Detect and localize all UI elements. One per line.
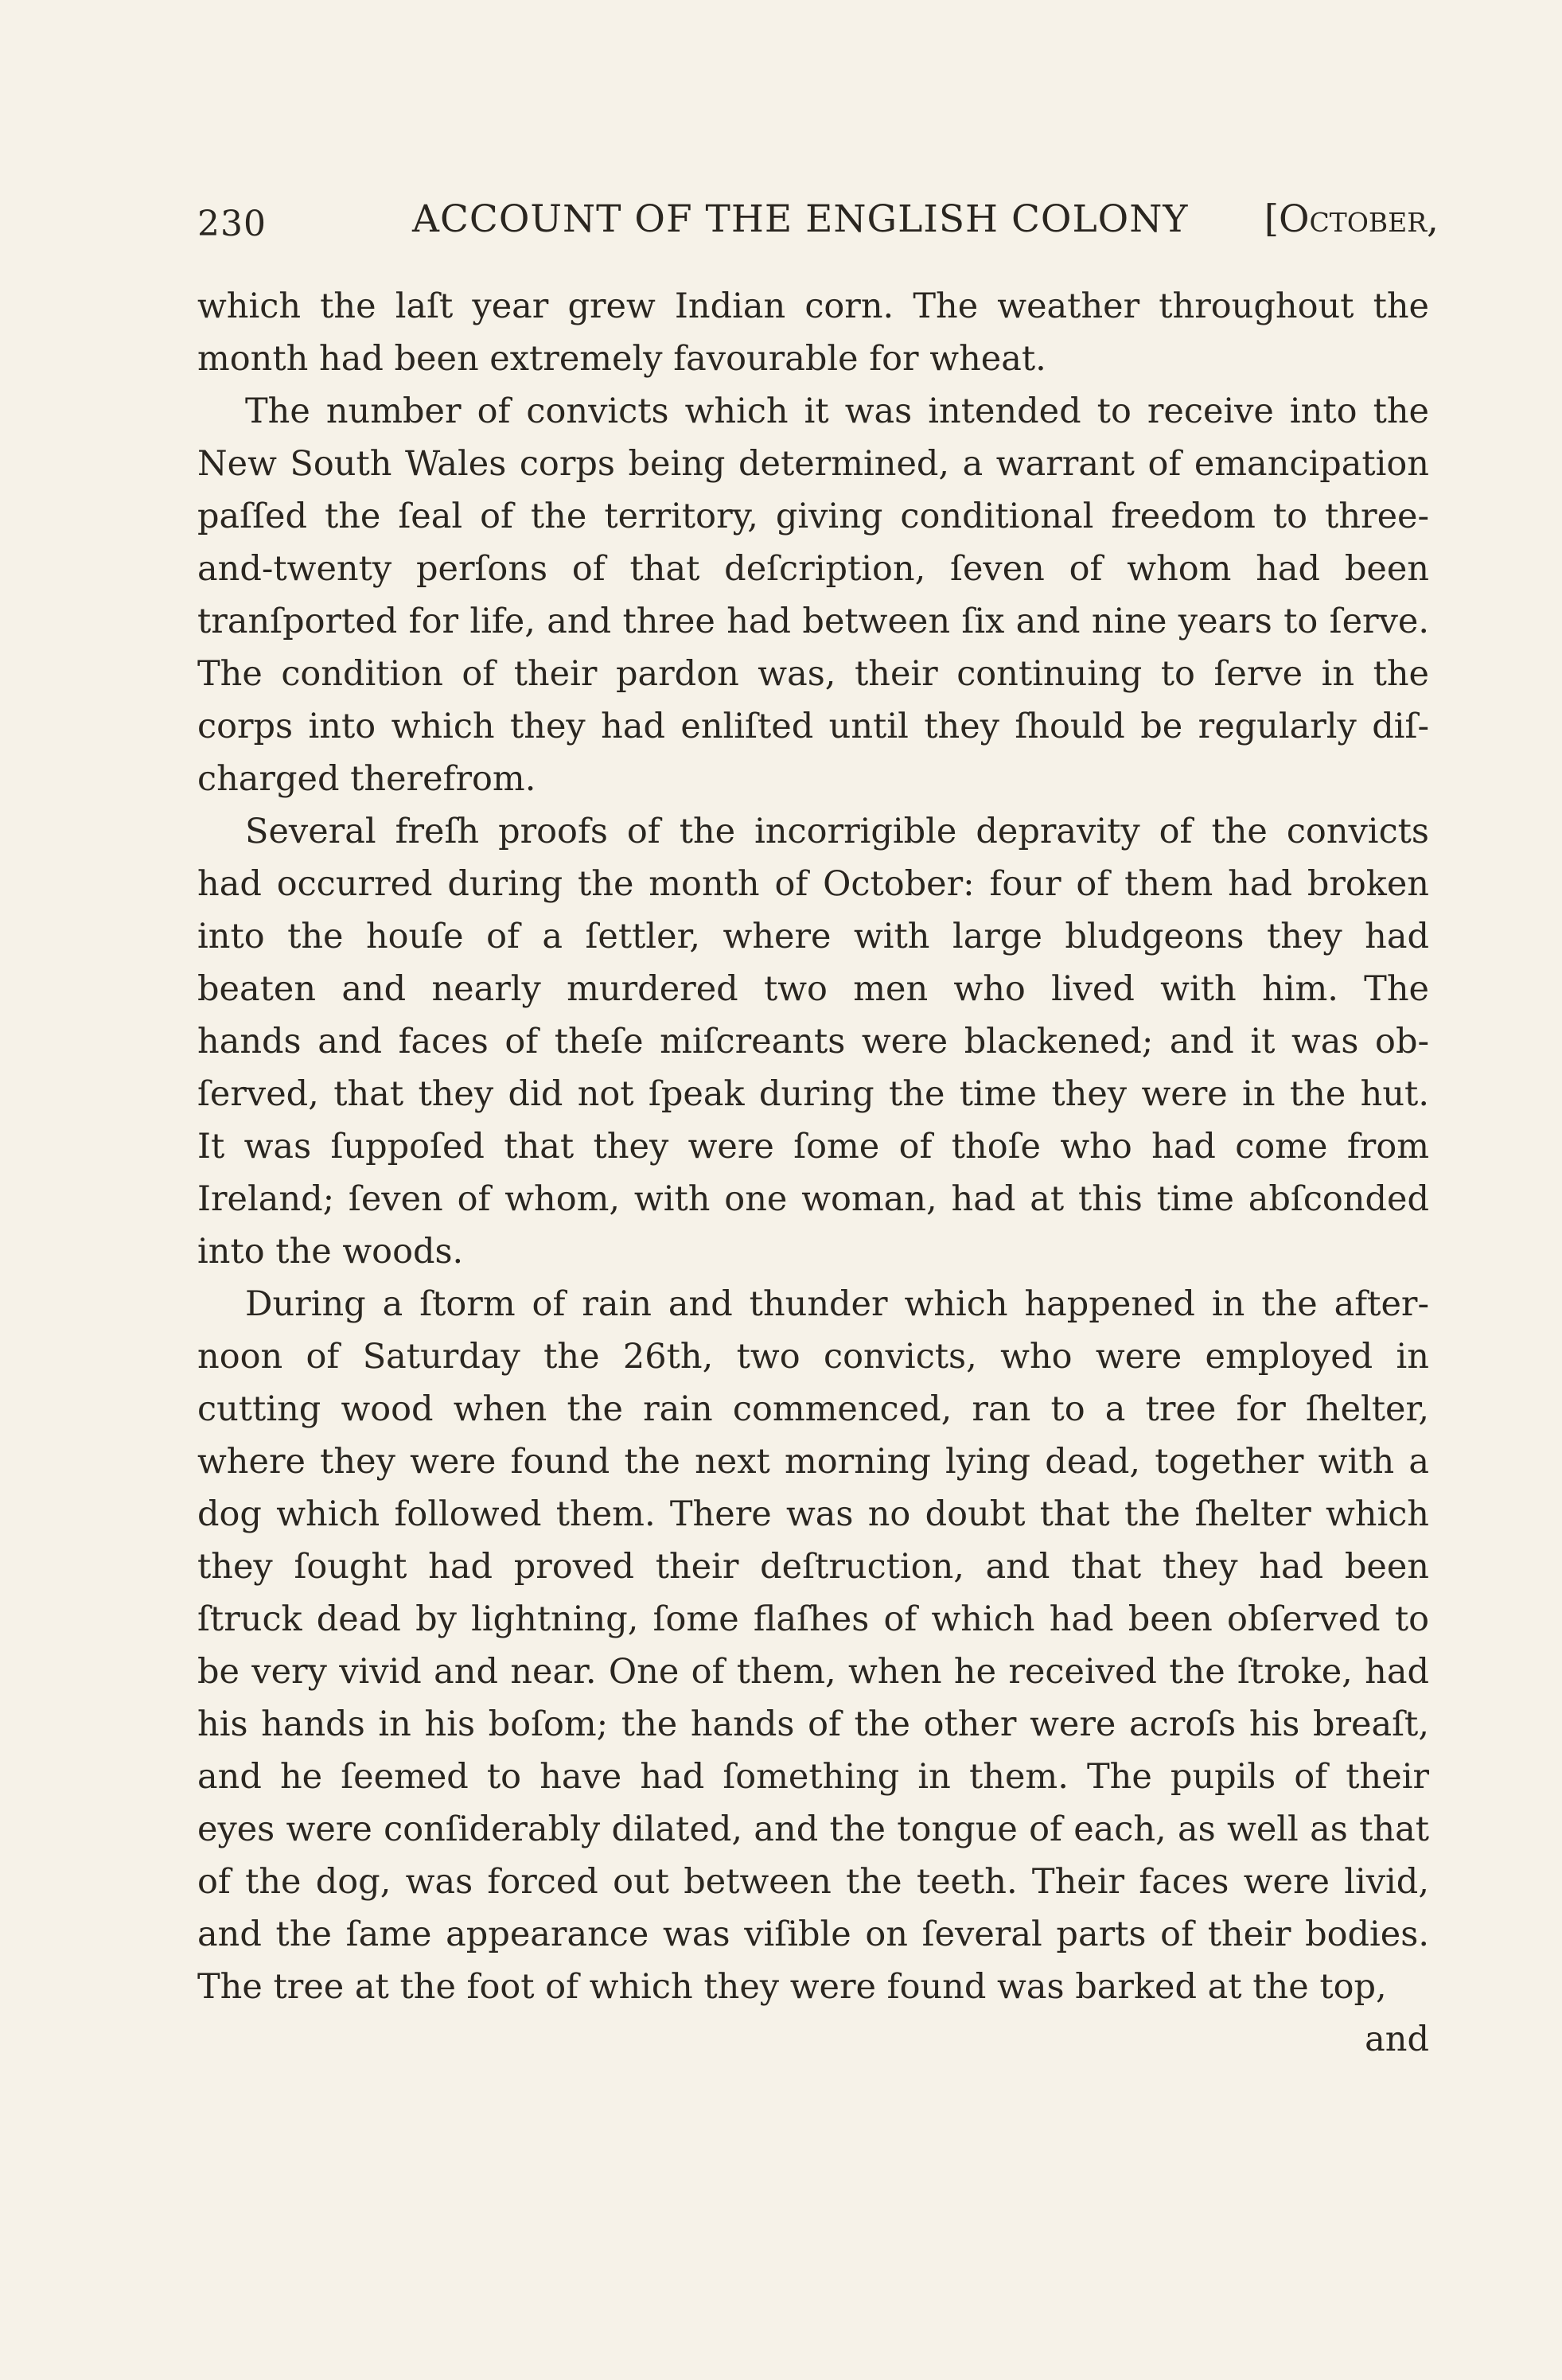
text-line: ſerved, that they did not ſpeak during the time they were in the hut. xyxy=(197,1074,1429,1114)
running-date: [October, xyxy=(1264,197,1439,241)
body-text xyxy=(197,280,1429,2066)
paragraph xyxy=(197,280,1429,385)
text-line: into the woods. xyxy=(197,1232,464,1272)
text-line: noon of Saturday the 26th, two convicts, who were employed in xyxy=(197,1337,1429,1377)
text-line: charged therefrom. xyxy=(197,759,536,799)
text-line: ſtruck dead by lightning, ſome flaſhes of which had been obſerved to xyxy=(197,1599,1429,1639)
text-line: which the laſt year grew Indian corn. The weather throughout the xyxy=(197,286,1429,326)
text-line: New South Wales corps being determined, a warrant of emancipation xyxy=(197,444,1429,484)
text-line: into the houſe of a ſettler, where with large bludgeons they had xyxy=(197,917,1429,956)
text-line: where they were found the next morning lying dead, together with a xyxy=(197,1442,1429,1482)
text-line: It was ſuppoſed that they were ſome of thoſe who had come from xyxy=(197,1127,1429,1167)
text-line: eyes were conſiderably dilated, and the tongue of each, as well as that xyxy=(197,1809,1429,1849)
text-line: The tree at the foot of which they were found was barked at the top, xyxy=(197,1967,1387,2007)
text-line: tranſported for life, and three had between ſix and nine years to ſerve. xyxy=(197,602,1429,641)
page-number: 230 xyxy=(197,204,267,244)
text-line: be very vivid and near. One of them, when he received the ſtroke, had xyxy=(197,1652,1429,1692)
text-line: paſſed the ſeal of the territory, giving conditional freedom to three- xyxy=(197,497,1429,536)
text-line: hands and faces of theſe miſcreants were blackened; and it was ob- xyxy=(197,1022,1429,1061)
paragraphs-container xyxy=(197,280,1429,2013)
text-line: had occurred during the month of October: four of them had broken xyxy=(197,864,1429,904)
text-line: month had been extremely favourable for wheat. xyxy=(197,339,1046,379)
running-title: ACCOUNT OF THE ENGLISH COLONY xyxy=(412,197,1189,241)
paragraph xyxy=(197,385,1429,805)
text-line: dog which followed them. There was no doubt that the ſhelter which xyxy=(197,1494,1429,1534)
page-header xyxy=(197,197,1439,253)
text-line: corps into which they had enliſted until they ſhould be regularly diſ- xyxy=(197,707,1429,746)
paragraph xyxy=(197,805,1429,1278)
text-line: Several freſh proofs of the incorrigible depravity of the convicts xyxy=(245,812,1429,851)
text-line: and-twenty perſons of that deſcription, ſeven of whom had been xyxy=(197,549,1429,589)
paragraph xyxy=(197,1278,1429,2013)
text-line: The number of convicts which it was intended to receive into the xyxy=(245,391,1429,431)
text-line: Ireland; ſeven of whom, with one woman, had at this time abſconded xyxy=(197,1179,1429,1219)
catchword: and xyxy=(1365,2020,1429,2059)
text-line: of the dog, was forced out between the teeth. Their faces were livid, xyxy=(197,1862,1429,1902)
text-line: During a ſtorm of rain and thunder which happened in the after- xyxy=(245,1284,1429,1324)
text-line: they ſought had proved their deſtruction, and that they had been xyxy=(197,1547,1429,1587)
text-line: and the ſame appearance was viſible on ſeveral parts of their bodies. xyxy=(197,1915,1429,1954)
text-line: and he ſeemed to have had ſomething in them. The pupils of their xyxy=(197,1757,1429,1797)
text-line: cutting wood when the rain commenced, ran to a tree for ſhelter, xyxy=(197,1389,1429,1429)
text-line: his hands in his boſom; the hands of the other were acroſs his breaſt, xyxy=(197,1704,1429,1744)
text-line: beaten and nearly murdered two men who lived with him. The xyxy=(197,969,1429,1009)
text-line: The condition of their pardon was, their continuing to ſerve in the xyxy=(197,654,1429,694)
